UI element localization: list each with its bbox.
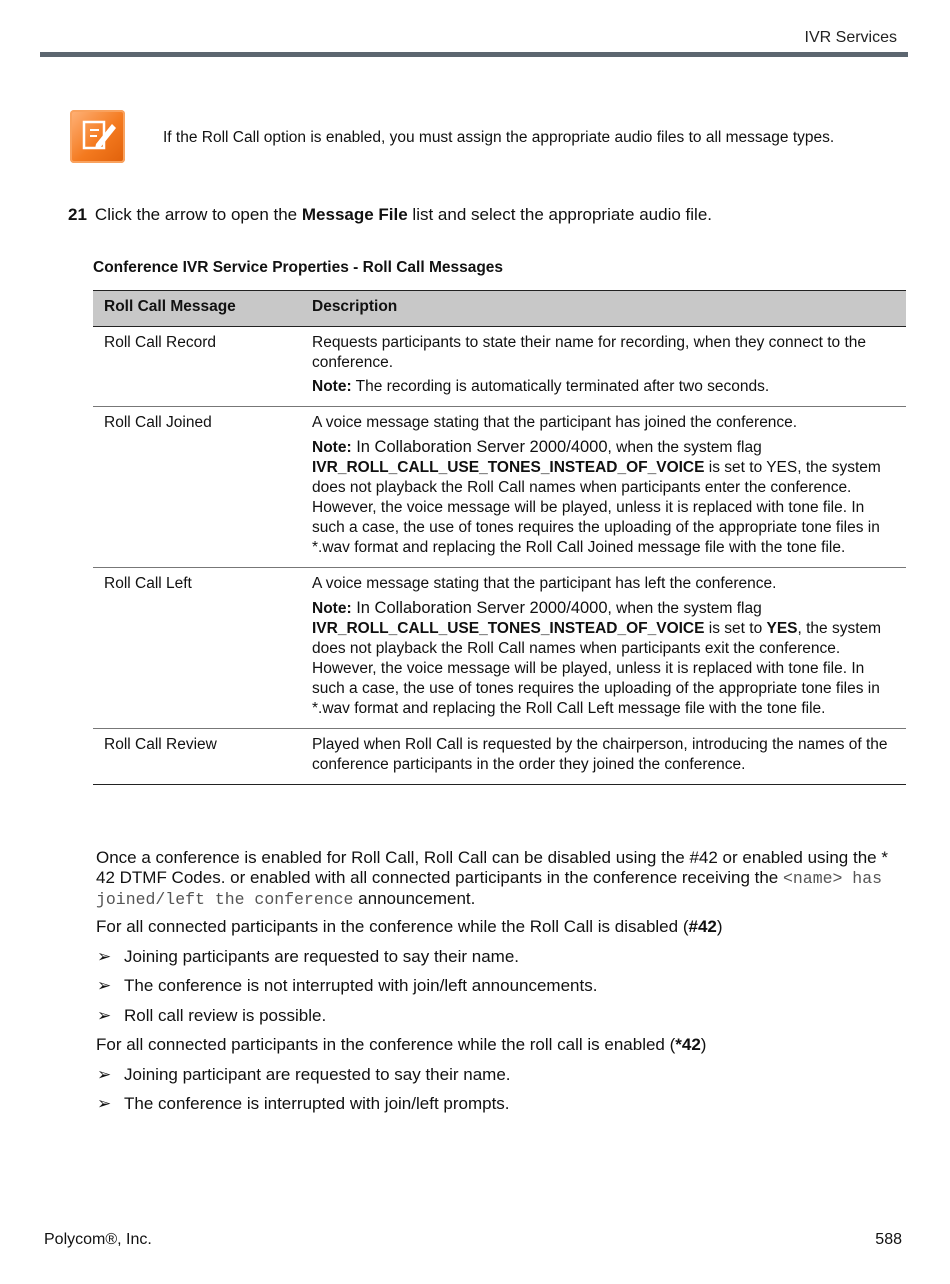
- column-header-message: Roll Call Message: [93, 291, 301, 327]
- description-text: Requests participants to state their name for recording, when they connect to the conference.: [312, 334, 867, 371]
- list-item: [97, 1006, 326, 1026]
- description-note: [312, 598, 896, 719]
- announcement-code: <name> has joined/left the conference: [96, 869, 883, 909]
- list-item-text: The conference is interrupted with join/left prompts.: [124, 1094, 510, 1113]
- note-text: , the system does not playback the Roll Call names when participants exit the conference. However, the voice message will be played, unless it is replaced with tone file. In such a case, the use of tones requires the uploading of the appropriate tone files in *.wav format and replacing the Roll Call Left message file with the tone file.: [312, 620, 882, 717]
- disabled-intro: [96, 917, 908, 937]
- note-server: In Collaboration Server 2000/4000: [351, 438, 608, 456]
- message-description: [301, 568, 906, 729]
- arrow-bullet-icon: ➢: [97, 1065, 112, 1084]
- enabled-intro: [96, 1035, 908, 1055]
- note-label: Note:: [312, 378, 352, 395]
- list-item: [97, 976, 597, 996]
- description-text: Played when Roll Call is requested by the chairperson, introducing the names of the conference participants in the order they joined the conference.: [312, 736, 888, 773]
- footer-page-number: 588: [875, 1231, 902, 1248]
- note-text: is set to: [704, 620, 767, 637]
- arrow-bullet-icon: ➢: [97, 976, 112, 995]
- description-text: A voice message stating that the participant has joined the conference.: [312, 414, 798, 431]
- note-text: is set to YES, the system does not playback the Roll Call names when participants enter the conference. However, the voice message will be played, unless it is replaced with tone file. In such a case, the use of tones requires the uploading of the appropriate tone files in *.wav format and replacing the Roll Call Joined message file with the tone file.: [312, 459, 881, 556]
- note-yes: YES: [766, 620, 798, 637]
- intro-text: ): [700, 1035, 707, 1054]
- arrow-bullet-icon: ➢: [97, 1094, 112, 1113]
- message-description: [301, 407, 906, 568]
- step-21: [68, 205, 712, 225]
- column-header-description: Description: [301, 291, 906, 327]
- arrow-bullet-icon: ➢: [97, 947, 112, 966]
- message-description: [301, 327, 906, 407]
- dtmf-code: #42: [688, 917, 717, 936]
- description-text: A voice message stating that the participant has left the conference.: [312, 575, 777, 592]
- intro-text: For all connected participants in the conference while the Roll Call is disabled (: [96, 917, 689, 936]
- step-bold-term: Message File: [301, 205, 408, 224]
- list-item-text: Joining participant are requested to say their name.: [124, 1065, 511, 1084]
- arrow-bullet-icon: ➢: [97, 1006, 112, 1025]
- message-name: Roll Call Record: [93, 327, 301, 407]
- note-pencil-icon: [70, 110, 125, 163]
- message-name: Roll Call Joined: [93, 407, 301, 568]
- system-flag: IVR_ROLL_CALL_USE_TONES_INSTEAD_OF_VOICE: [312, 459, 705, 476]
- system-flag: IVR_ROLL_CALL_USE_TONES_INSTEAD_OF_VOICE: [312, 620, 705, 637]
- note-label: Note:: [312, 439, 352, 456]
- table-header-row: [93, 291, 906, 327]
- page-header-title: IVR Services: [804, 29, 897, 46]
- intro-text: ): [716, 917, 723, 936]
- note-label: Note:: [312, 600, 352, 617]
- header-rule: [40, 52, 908, 57]
- list-item: [97, 1065, 511, 1085]
- footer-company: Polycom®, Inc.: [44, 1231, 152, 1248]
- table-caption: Conference IVR Service Properties - Roll Call Messages: [93, 259, 504, 276]
- list-item-text: Joining participants are requested to say their name.: [124, 947, 520, 966]
- table-row: [93, 327, 906, 407]
- roll-call-dtmf-paragraph: [96, 848, 908, 910]
- description-note: [312, 377, 896, 397]
- message-description: [301, 729, 906, 785]
- step-number: 21: [68, 205, 87, 224]
- paragraph-text: Once a conference is enabled for Roll Call, Roll Call can be disabled using the #42 or enabled using the * 42 DTMF Codes. or enabled with all connected participants in the conference receiving the: [96, 848, 888, 887]
- intro-text: For all connected participants in the conference while the roll call is enabled (: [96, 1035, 676, 1054]
- list-item-text: The conference is not interrupted with join/left announcements.: [124, 976, 598, 995]
- message-name: Roll Call Review: [93, 729, 301, 785]
- table-row: [93, 568, 906, 729]
- list-item: [97, 1094, 510, 1114]
- note-text: , when the system flag: [607, 600, 762, 617]
- table-row: [93, 407, 906, 568]
- list-item: [97, 947, 519, 967]
- table-row: [93, 729, 906, 785]
- note-text: , when the system flag: [607, 439, 762, 456]
- roll-call-messages-table: [93, 290, 906, 785]
- note-server: In Collaboration Server 2000/4000: [351, 599, 608, 617]
- step-text-after: list and select the appropriate audio file.: [407, 205, 713, 224]
- dtmf-code: *42: [675, 1035, 701, 1054]
- paragraph-text: announcement.: [353, 889, 476, 908]
- note-text: The recording is automatically terminated after two seconds.: [351, 378, 770, 395]
- note-text: If the Roll Call option is enabled, you must assign the appropriate audio files to all message types.: [163, 129, 835, 146]
- message-name: Roll Call Left: [93, 568, 301, 729]
- step-text-before: Click the arrow to open the: [94, 205, 302, 224]
- description-note: [312, 437, 896, 558]
- list-item-text: Roll call review is possible.: [124, 1006, 327, 1025]
